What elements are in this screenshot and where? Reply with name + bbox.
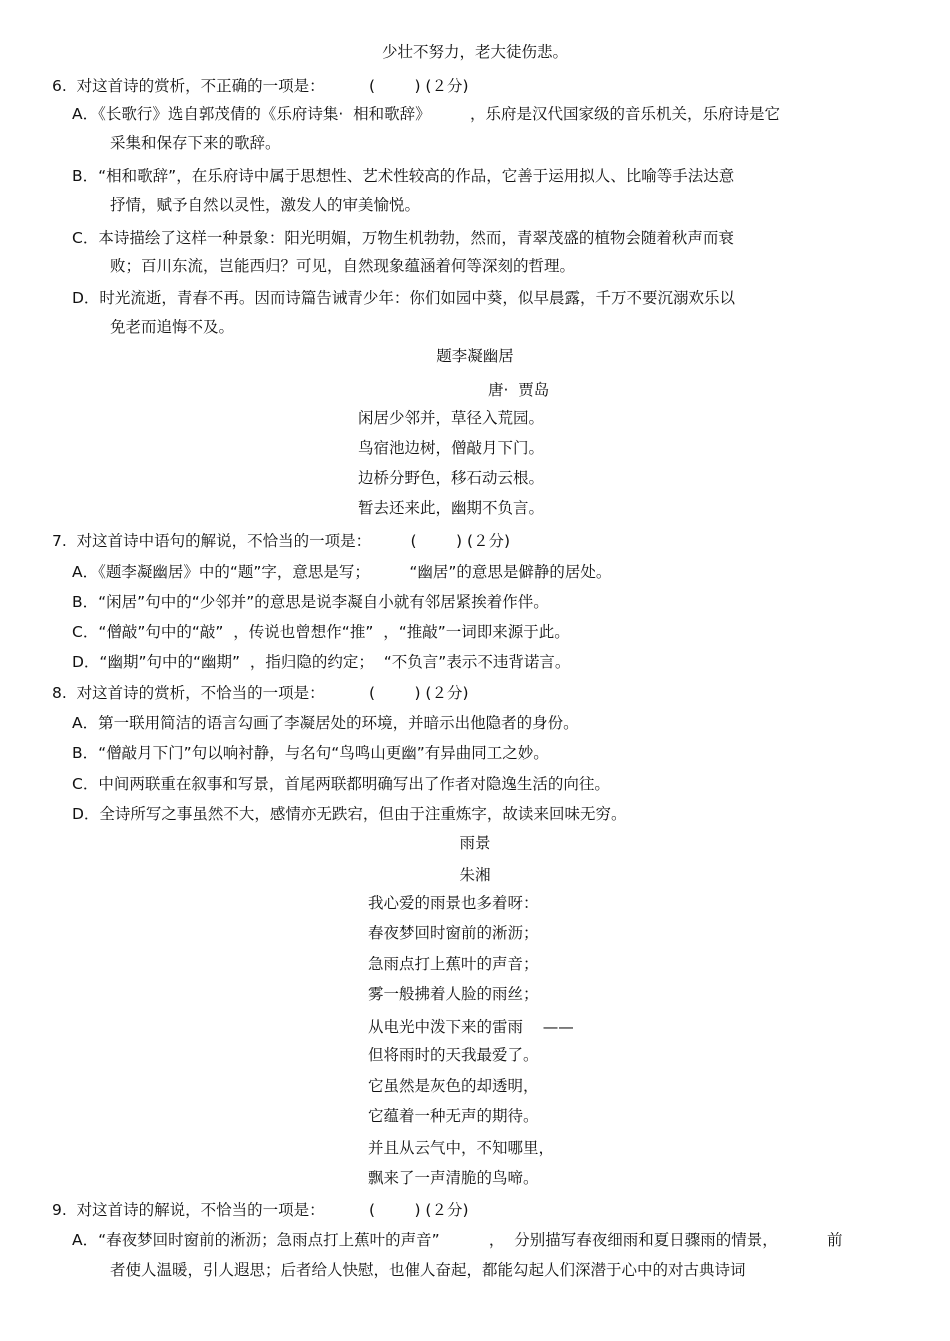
poem2-line: 我心爱的雨景也多着呀： [368, 894, 539, 912]
poem2-line: 它虽然是灰色的却透明， [368, 1077, 539, 1095]
poem1-line: 暂去还来此，幽期不负言。 [358, 499, 545, 517]
q8-option-d: D．全诗所写之事虽然不大，感情亦无跌宕，但由于注重炼字，故读来回味无穷。 [72, 805, 627, 823]
q6-option-b-cont: 抒情，赋予自然以灵性，激发人的审美愉悦。 [110, 196, 421, 214]
q8-option-a: A．第一联用简洁的语言勾画了李凝居处的环境，并暗示出他隐者的身份。 [72, 714, 579, 732]
q6-option-b: B．“相和歌辞”，在乐府诗中属于思想性、艺术性较高的作品，它善于运用拟人、比喻等手法达意 [72, 167, 735, 185]
poem2-line: 雾一般拂着人脸的雨丝； [368, 985, 539, 1003]
q6-option-c-cont: 败；百川东流，岂能西归？可见，自然现象蕴涵着何等深刻的哲理。 [110, 257, 576, 275]
poem1-author: 唐· 贾岛 [488, 381, 550, 399]
poem2-line: 从电光中泼下来的雷雨 —— [368, 1018, 574, 1036]
q6-option-c: C．本诗描绘了这样一种景象：阳光明媚，万物生机勃勃，然而，青翠茂盛的植物会随着秋声而衰 [72, 229, 734, 247]
q8-option-c: C．中间两联重在叙事和写景，首尾两联都明确写出了作者对隐逸生活的向往。 [72, 775, 610, 793]
q6-option-a: A．《长歌行》选自郭茂倩的《乐府诗集· 相和歌辞》 ，乐府是汉代国家级的音乐机关，乐府诗是它 [72, 105, 781, 123]
q6-option-d-cont: 免老而追悔不及。 [110, 318, 235, 336]
q6-option-d: D．时光流逝，青春不再。因而诗篇告诫青少年：你们如园中葵，似早晨露，千万不要沉溺欢乐以 [72, 289, 735, 307]
question-8-stem: 8. 对这首诗的赏析，不恰当的一项是： ( ) (２分) [52, 684, 469, 702]
poem1-title: 题李凝幽居 [436, 347, 514, 365]
poem-closing-line: 少壮不努力，老大徒伤悲。 [381, 43, 568, 61]
poem2-line: 但将雨时的天我最爱了。 [368, 1046, 539, 1064]
q9-option-a-cont: 者使人温暖，引人遐思；后者给人快慰，也催人奋起，都能勾起人们深潜于心中的对古典诗词 [110, 1261, 746, 1279]
q7-option-d: D．“幽期”句中的“幽期” ，指归隐的约定； “不负言”表示不违背诺言。 [72, 653, 571, 671]
poem2-title: 雨景 [459, 834, 491, 852]
poem1-line: 闲居少邻并，草径入荒园。 [358, 409, 545, 427]
question-7-stem: 7. 对这首诗中语句的解说，不恰当的一项是： ( ) (２分) [52, 532, 511, 550]
poem2-line: 急雨点打上蕉叶的声音； [368, 955, 539, 973]
q6-option-a-cont: 采集和保存下来的歌辞。 [110, 134, 281, 152]
poem1-line: 鸟宿池边树，僧敲月下门。 [358, 439, 545, 457]
question-6-stem: 6. 对这首诗的赏析，不正确的一项是： ( ) (２分) [52, 77, 469, 95]
question-9-stem: 9. 对这首诗的解说，不恰当的一项是： ( ) (２分) [52, 1201, 469, 1219]
poem2-author: 朱湘 [459, 866, 491, 884]
q8-option-b: B．“僧敲月下门”句以响衬静，与名句“鸟鸣山更幽”有异曲同工之妙。 [72, 744, 549, 762]
poem2-line: 它蕴着一种无声的期待。 [368, 1107, 539, 1125]
poem2-line: 飘来了一声清脆的鸟啼。 [368, 1169, 539, 1187]
q9-option-a: A．“春夜梦回时窗前的淅沥；急雨点打上蕉叶的声音” ， 分别描写春夜细雨和夏日骤雨的情景， 前 [72, 1231, 843, 1249]
q7-option-b: B．“闲居”句中的“少邻并”的意思是说李凝自小就有邻居紧挨着作伴。 [72, 593, 549, 611]
poem2-line: 春夜梦回时窗前的淅沥； [368, 924, 539, 942]
q7-option-a: A．《题李凝幽居》中的“题”字，意思是写； “幽居”的意思是僻静的居处。 [72, 563, 612, 581]
poem1-line: 边桥分野色，移石动云根。 [358, 469, 545, 487]
q7-option-c: C．“僧敲”句中的“敲” ，传说也曾想作“推” ，“推敲”一词即来源于此。 [72, 623, 570, 641]
poem2-line: 并且从云气中，不知哪里， [368, 1139, 555, 1157]
